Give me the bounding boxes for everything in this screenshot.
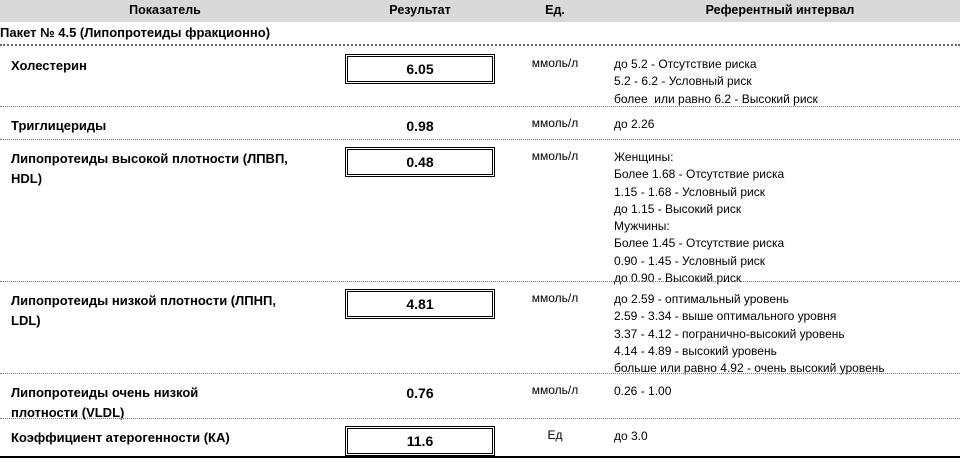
reference-line: до 2.59 - оптимальный уровень	[614, 292, 789, 306]
reference-interval	[614, 116, 654, 133]
result-value: 4.81	[406, 296, 434, 312]
header-unit: Ед.	[545, 3, 565, 17]
result-box	[345, 147, 495, 177]
result-box	[345, 54, 495, 84]
result-box	[345, 426, 495, 456]
result-box	[345, 381, 495, 411]
reference-interval	[614, 383, 671, 400]
table-row	[0, 283, 960, 376]
reference-line: до 2.26	[614, 117, 655, 131]
reference-line: 2.59 - 3.34 - выше оптимального уровня	[614, 309, 837, 324]
reference-interval	[614, 291, 885, 377]
table-row	[0, 48, 960, 106]
reference-line: 1.15 - 1.68 - Условный риск	[614, 184, 765, 199]
indicator-name: Триглицериды	[11, 118, 107, 133]
table-row	[0, 141, 960, 286]
reference-interval	[614, 149, 784, 287]
reference-line: до 0.90 - Высокий риск	[614, 271, 742, 286]
reference-line: больше или равно 4.92 - очень высокий уровень	[614, 361, 885, 376]
reference-interval	[614, 428, 648, 445]
row-divider	[0, 106, 960, 107]
row-divider	[0, 418, 960, 419]
indicator-name: Коэффициент атерогенности (КА)	[11, 430, 230, 445]
reference-line: до 1.15 - Высокий риск	[614, 201, 742, 216]
unit-label: ммоль/л	[531, 149, 579, 163]
indicator-name: Холестерин	[11, 58, 87, 73]
table-row	[0, 108, 960, 139]
reference-line: 0.90 - 1.45 - Условный риск	[614, 253, 765, 268]
table-row	[0, 375, 960, 418]
reference-line: 3.37 - 4.12 - погранично-высокий уровень	[614, 326, 845, 341]
unit-label: ммоль/л	[531, 291, 579, 305]
unit-label: ммоль/л	[531, 116, 579, 130]
unit-label: ммоль/л	[531, 56, 579, 70]
indicator-name: Липопротеиды низкой плотности (ЛПНП, LDL)	[11, 293, 276, 328]
unit-label: Ед	[547, 428, 563, 442]
table-row	[0, 420, 960, 456]
header-result: Результат	[389, 3, 451, 17]
reference-line: до 5.2 - Отсутствие риска	[614, 57, 757, 71]
table-header	[0, 0, 960, 22]
reference-line: Более 1.45 - Отсутствие риска	[614, 236, 785, 251]
result-value: 6.05	[406, 61, 434, 77]
result-value: 0.76	[406, 385, 434, 401]
reference-line: более или равно 6.2 - Высокий риск	[614, 91, 818, 106]
row-divider	[0, 281, 960, 282]
panel-divider	[0, 44, 960, 46]
result-value: 0.98	[406, 118, 434, 134]
panel-title: Пакет № 4.5 (Липопротеиды фракционно)	[0, 25, 271, 40]
result-box	[345, 289, 495, 319]
reference-line: до 3.0	[614, 429, 648, 443]
reference-line: 4.14 - 4.89 - высокий уровень	[614, 343, 777, 358]
indicator-name: Липопротеиды очень низкой плотности (VLDL)	[11, 385, 199, 420]
indicator-name: Липопротеиды высокой плотности (ЛПВП, HDL)	[11, 151, 288, 186]
row-divider	[0, 373, 960, 374]
reference-line: 5.2 - 6.2 - Условный риск	[614, 74, 752, 89]
unit-label: ммоль/л	[531, 383, 579, 397]
header-indicator: Показатель	[129, 3, 201, 17]
reference-line: Женщины:	[614, 150, 674, 164]
row-divider	[0, 139, 960, 140]
reference-line: 0.26 - 1.00	[614, 384, 672, 398]
header-reference: Референтный интервал	[705, 3, 855, 17]
reference-interval	[614, 56, 818, 108]
row-divider	[0, 456, 960, 458]
reference-line: Более 1.68 - Отсутствие риска	[614, 167, 785, 182]
result-value: 0.48	[406, 154, 434, 170]
reference-line: Мужчины:	[614, 219, 670, 234]
result-value: 11.6	[406, 433, 434, 449]
